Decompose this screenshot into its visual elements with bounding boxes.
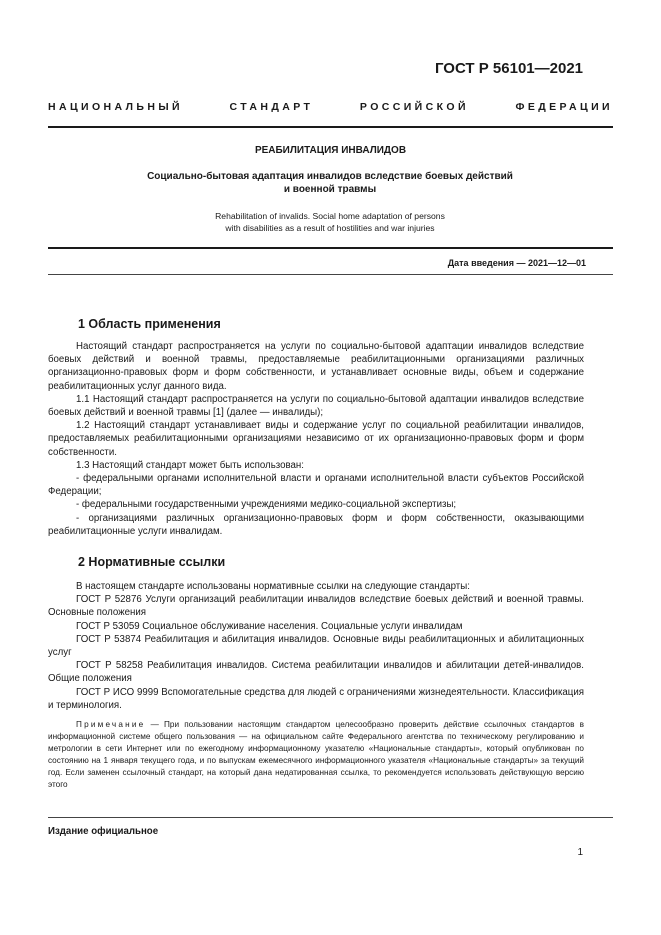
document-subtitle	[100, 170, 560, 196]
english-title-line-1: Rehabilitation of invalids. Social home adaptation of persons	[215, 211, 445, 221]
note-text: — При пользовании настоящим стандартом целесообразно проверить действие ссылочных стандартов в информационной системе общего пользования — на официальном сайте Федерального агентства по техническому регулированию и метрологии в сети Интернет или по ежегодному информационному указателю «Национальные стандарты», который опубликован по состоянию на 1 января текущего года, и по выпускам ежемесячного информационного указателя «Национальные стандарты» за текущий год. Если заменен ссылочный стандарт, на который дана недатированная ссылка, то рекомендуется использовать действующую версию этого	[48, 720, 584, 789]
header-divider	[48, 126, 613, 128]
section-1-body	[48, 340, 584, 538]
national-standard-title: НАЦИОНАЛЬНЫЙ СТАНДАРТ РОССИЙСКОЙ ФЕДЕРАЦИИ	[48, 101, 613, 113]
paragraph: В настоящем стандарте использованы нормативные ссылки на следующие стандарты:	[76, 581, 470, 592]
section-2-body	[48, 580, 584, 712]
introduction-date: Дата введения — 2021—12—01	[447, 258, 586, 268]
note-paragraph	[48, 719, 584, 791]
list-item: - федеральными государственными учреждениями медико-социальной экспертизы;	[76, 499, 457, 511]
section-2-heading: 2 Нормативные ссылки	[78, 555, 226, 569]
list-item: - федеральными органами исполнительной власти и органами исполнительной власти субъектов Российской Федерации;	[48, 473, 584, 498]
page-number: 1	[577, 847, 583, 858]
paragraph: 1.1 Настоящий стандарт распространяется на услуги по социально-бытовой адаптации инвалидов вследствие боевых действий и военной травмы [1] (далее — инвалиды);	[48, 393, 584, 419]
reference-item: ГОСТ Р 53059 Социальное обслуживание населения. Социальные услуги инвалидам	[76, 620, 463, 632]
reference-item: ГОСТ Р 52876 Услуги организаций реабилитации инвалидов вследствие боевых действий и военной травмы. Основные положения	[48, 594, 584, 619]
reference-item: ГОСТ Р 53874 Реабилитация и абилитация инвалидов. Основные виды реабилитационных и абилитационных услуг	[48, 633, 584, 659]
standard-number: ГОСТ Р 56101—2021	[434, 60, 583, 77]
section-1-heading: 1 Область применения	[78, 317, 221, 331]
english-title-line-2: with disabilities as a result of hostilities and war injuries	[225, 223, 435, 233]
document-title: РЕАБИЛИТАЦИЯ ИНВАЛИДОВ	[254, 145, 407, 156]
paragraph: 1.2 Настоящий стандарт устанавливает виды и содержание услуг по социальной реабилитации инвалидов, предоставляемых реабилитационными организациями независимо от их организационно-правовых форм и форм собственности.	[48, 420, 584, 458]
reference-item: ГОСТ Р 58258 Реабилитация инвалидов. Система реабилитации инвалидов и абилитации детей-инвалидов. Общие положения	[48, 660, 584, 685]
official-edition-label: Издание официальное	[48, 826, 159, 837]
subtitle-line-1: Социально-бытовая адаптация инвалидов вследствие боевых действий	[147, 171, 513, 182]
note-block	[48, 719, 584, 791]
note-label: Примечание	[76, 720, 146, 729]
date-divider	[48, 274, 613, 275]
reference-item: ГОСТ Р ИСО 9999 Вспомогательные средства для людей с ограничениями жизнедеятельности. Классификация и терминология.	[48, 686, 584, 711]
list-item: - организациями различных организационно-правовых форм и форм собственности, оказывающими реабилитационные услуги инвалидам.	[48, 512, 584, 537]
title-divider	[48, 247, 613, 249]
subtitle-line-2: и военной травмы	[283, 184, 377, 195]
paragraph: 1.3 Настоящий стандарт может быть использован:	[76, 459, 304, 471]
english-title	[100, 210, 560, 234]
footer-divider	[48, 817, 613, 818]
paragraph: Настоящий стандарт распространяется на услуги по социально-бытовой адаптации инвалидов вследствие боевых действий и военной травмы, предоставляемые реабилитационными организациями различных организационно-правовых форм и форм собственности, и устанавливает основные виды, объем и содержание реабилитационных услуг данного вида.	[48, 341, 584, 392]
